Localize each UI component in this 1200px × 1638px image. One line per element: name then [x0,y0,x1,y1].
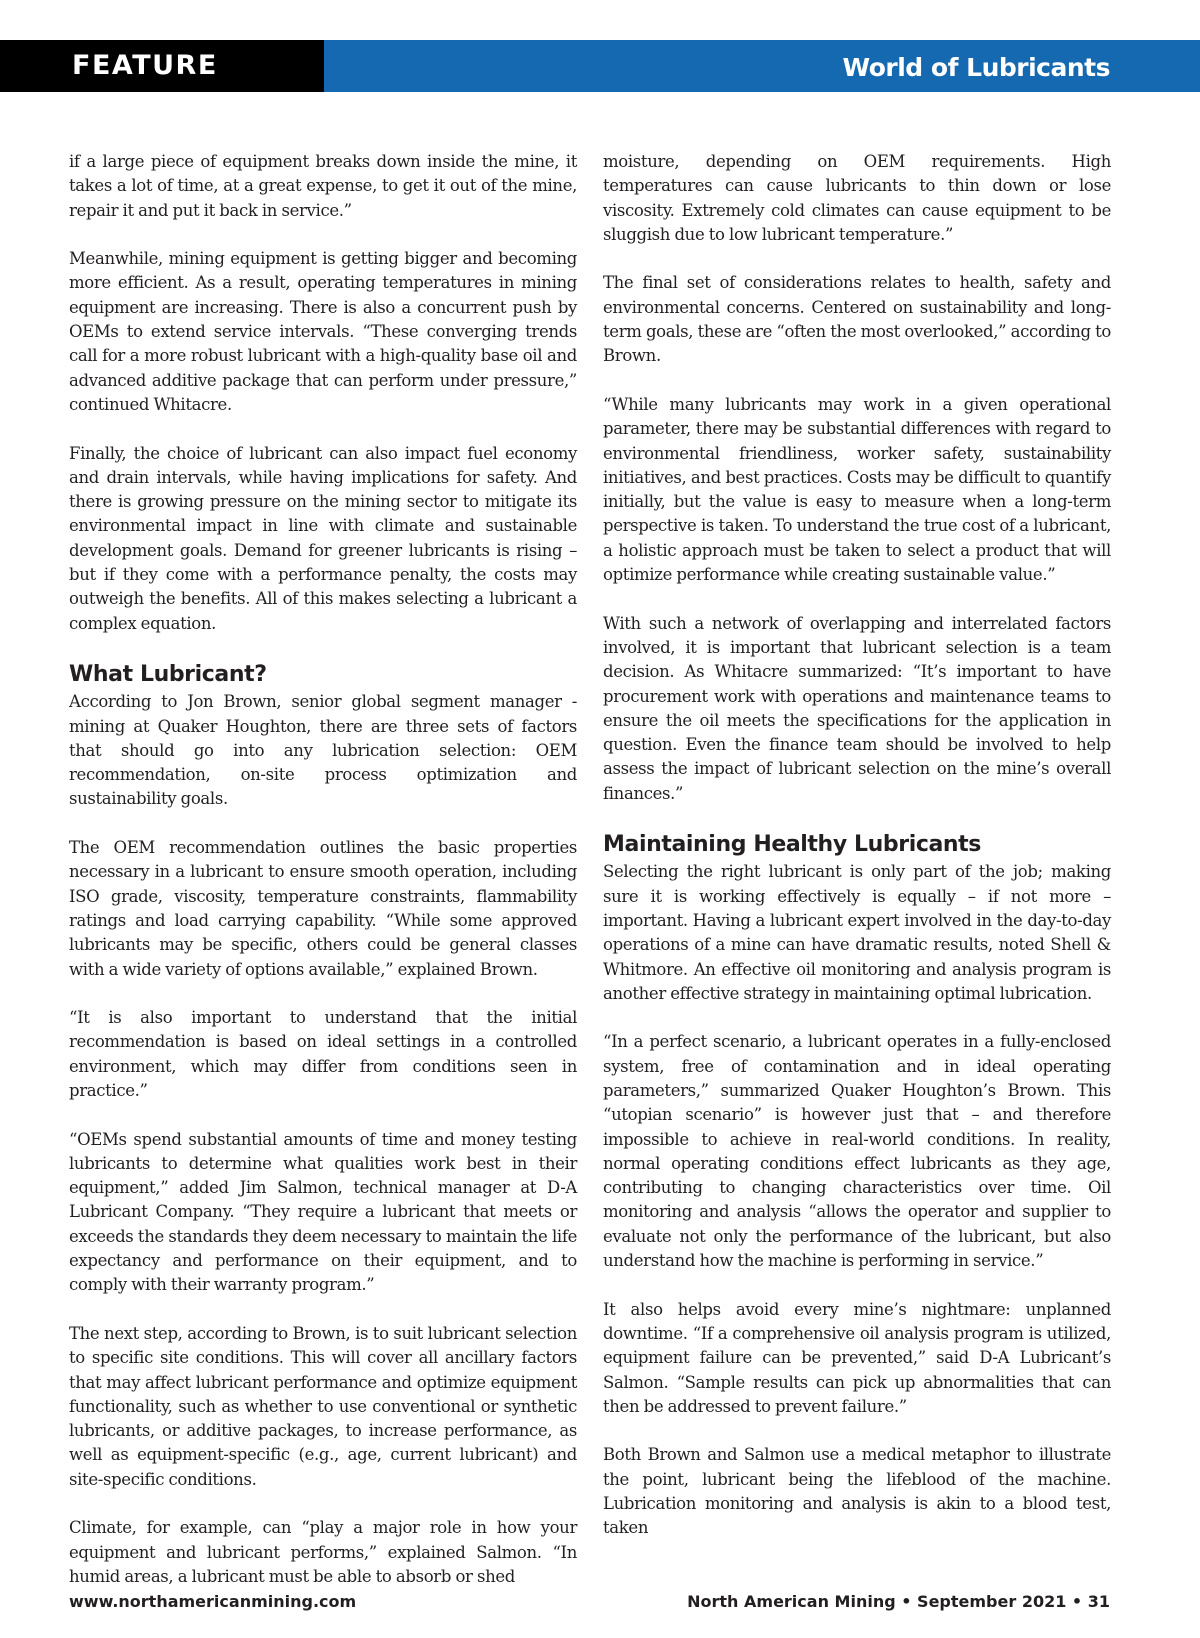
page-number: 31 [1087,1592,1110,1611]
paragraph: “It is also important to understand that the initial recommendation is based on ideal settings in a controlled environment, which may differ from conditions seen in practice.” [69,1008,577,1100]
footer-publication-info [687,1588,1110,1616]
section-heading: Maintaining Healthy Lubricants [603,832,981,858]
separator: • [901,1592,912,1611]
issue-date: September 2021 [917,1592,1067,1611]
paragraph: Climate, for example, can “play a major role in how your equipment and lubricant performs,” explained Salmon. “In humid areas, a lubricant must be able to absorb or shed [69,1518,577,1586]
paragraph: moisture, depending on OEM requirements. High temperatures can cause lubricants to thin down or lose viscosity. Extremely cold climates can cause equipment to be sluggish due to low lubricant temperature.” [603,152,1111,244]
paragraph: Selecting the right lubricant is only part of the job; making sure it is working effectively is equally – if not more – important. Having a lubricant expert involved in the day-to-day operations of a mine can have dramatic results, noted Shell & Whitmore. An effective oil monitoring and analysis program is another effective strategy in maintaining optimal lubrication. [603,862,1111,1003]
separator: • [1071,1592,1083,1611]
paragraph: The next step, according to Brown, is to suit lubricant selection to specific site conditions. This will cover all ancillary factors that may affect lubricant performance and optimize equipment functionality, such as whether to use conventional or synthetic lubricants, or additive packages, to increase performance, as well as equipment-specific (e.g., age, current lubricant) and site-specific conditions. [69,1323,577,1489]
paragraph: The final set of considerations relates to health, safety and environmental concerns. Centered on sustainability and long-term goals, these are “often the most overlooked,” according to Brown. [603,273,1111,366]
paragraph: if a large piece of equipment breaks down inside the mine, it takes a lot of time, at a great expense, to get it out of the mine, repair it and put it back in service.” [69,152,577,220]
paragraph: The OEM recommendation outlines the basic properties necessary in a lubricant to ensure smooth operation, including ISO grade, viscosity, temperature constraints, flammability ratings and load carrying capability. “While some approved lubricants may be specific, others could be general classes with a wide variety of options available,” explained Brown. [69,838,577,979]
paragraph: Both Brown and Salmon use a medical metaphor to illustrate the point, lubricant being the lifeblood of the machine. Lubrication monitoring and analysis is akin to a blood test, taken [603,1445,1111,1538]
left-column [69,150,577,1614]
footer-website[interactable]: www.northamericanmining.com [69,1592,357,1611]
paragraph: Meanwhile, mining equipment is getting bigger and becoming more efficient. As a result, operating temperatures in mining equipment are increasing. There is also a concurrent push by OEMs to extend service intervals. “These converging trends call for a more robust lubricant with a high-quality base oil and advanced additive package that can perform under pressure,” continued Whitacre. [69,249,577,414]
paragraph: Finally, the choice of lubricant can also impact fuel economy and drain intervals, while having implications for safety. And there is growing pressure on the mining sector to mitigate its environmental impact in line with climate and sustainable development goals. Demand for greener lubricants is rising – but if they come with a performance penalty, the costs may outweigh the benefits. All of this makes selecting a lubricant a complex equation. [69,443,577,633]
paragraph: With such a network of overlapping and interrelated factors involved, it is important that lubricant selection is a team decision. As Whitacre summarized: “It’s important to have procurement work with operations and maintenance teams to ensure the oil meets the specifications for the application in question. Even the finance team should be involved to help assess the impact of lubricant selection on the mine’s overall finances.” [603,613,1111,803]
paragraph: “OEMs spend substantial amounts of time and money testing lubricants to determine what qualities work best in their equipment,” added Jim Salmon, technical manager at D-A Lubricant Company. “They require a lubricant that meets or exceeds the standards they deem necessary to maintain the life expectancy and performance on their equipment, and to comply with their warranty program.” [69,1129,577,1295]
feature-focus-label: FEATURE FOCUS [0,40,324,92]
paragraph: “While many lubricants may work in a given operational parameter, there may be substantial differences with regard to environmental friendliness, worker safety, sustainability initiatives, and best practices. Costs may be difficult to quantify initially, but the value is easy to measure when a long-term perspective is taken. To understand the true cost of a lubricant, a holistic approach must be taken to select a product that will optimize performance while creating sustainable value.” [603,394,1111,585]
paragraph: “In a perfect scenario, a lubricant operates in a fully-enclosed system, free of contamination and in ideal operating parameters,” summarized Quaker Houghton’s Brown. This “utopian scenario” is however just that – and therefore impossible to achieve in real-world conditions. In reality, normal operating conditions effect lubricants as they age, contributing to changing characteristics over time. Oil monitoring and analysis “allows the operator and supplier to evaluate not only the performance of the lubricant, but also understand how the machine is performing in service.” [603,1032,1111,1271]
paragraph: It also helps avoid every mine’s nightmare: unplanned downtime. “If a comprehensive oil analysis program is utilized, equipment failure can be prevented,” said D-A Lubricant’s Salmon. “Sample results can pick up abnormalities that can then be addressed to prevent failure.” [603,1299,1111,1416]
publication-name: North American Mining [687,1592,896,1611]
section-heading: What Lubricant? [69,662,267,688]
right-column [603,150,1111,1565]
paragraph: According to Jon Brown, senior global segment manager - mining at Quaker Houghton, there are three sets of factors that should go into any lubrication selection: OEM recommendation, on-site process optimization and sustainability goals. [69,692,577,809]
section-title: World of Lubricants [842,53,1110,82]
